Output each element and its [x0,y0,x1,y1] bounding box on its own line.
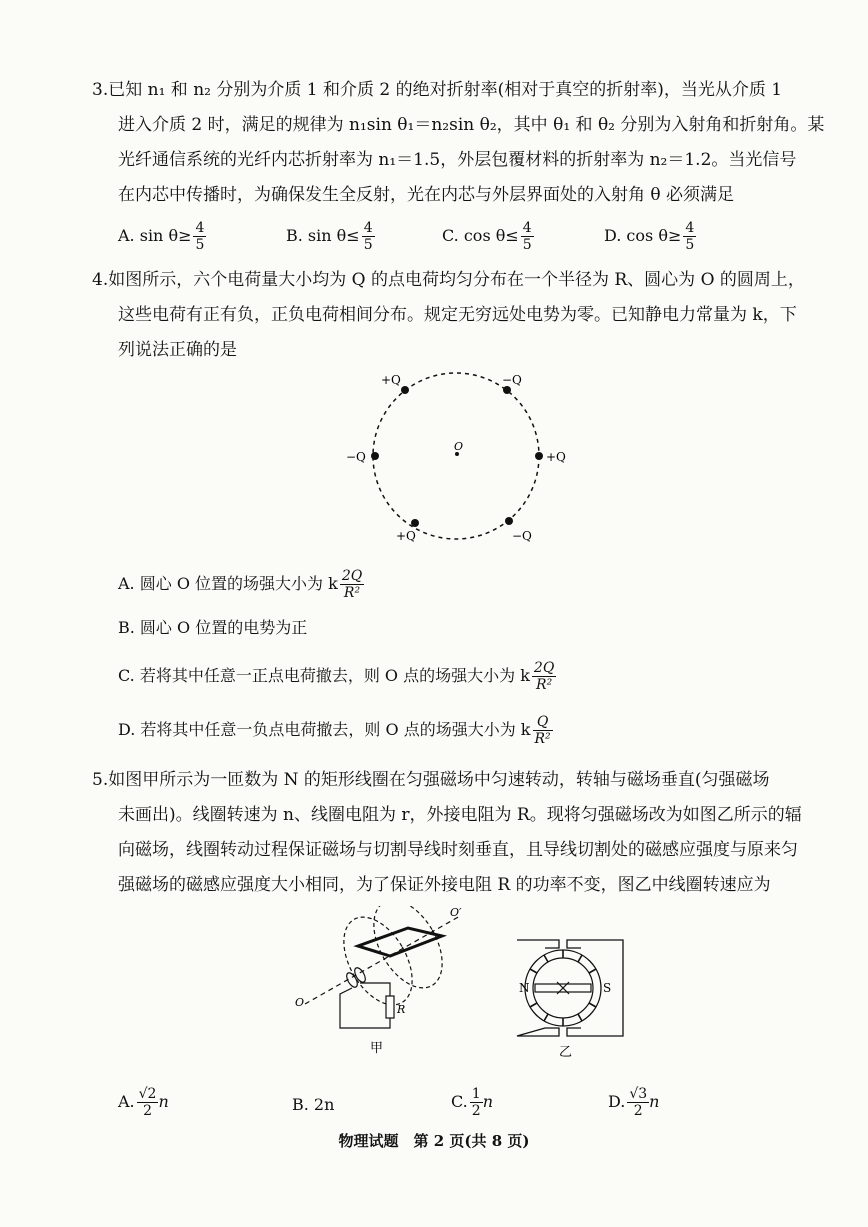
q5-option-c-suffix: n [482,1092,493,1111]
q4-option-d-text: D. 若将其中任意一负点电荷撤去，则 O 点的场强大小为 k [118,720,531,739]
charge-label: +Q [546,450,566,464]
q4-option-c [118,660,556,693]
q5-option-d [608,1086,659,1119]
axis-start-label: O [295,996,305,1009]
q5-option-d-label: D. [608,1092,626,1111]
q3-line-4: 在内芯中传播时，为确保发生全反射，光在内芯与外层界面处的入射角 θ 必须满足 [118,185,735,205]
charge-dot [535,452,543,460]
q4-option-b [118,617,307,639]
figure-yi-label: 乙 [559,1045,573,1060]
q3-option-b-label: B. sin θ≤ [286,226,360,245]
rotation-path-front [330,906,426,1017]
q3-option-c-fraction: $\frac{4}{5}$ [522,220,532,253]
q5-line-1: 5.如图甲所示为一匝数为 N 的矩形线圈在匀强磁场中匀速转动，转轴与磁场垂直(匀强磁场 [92,770,770,790]
rectangular-coil [358,928,442,956]
slip-ring [353,966,368,984]
center-label: O [454,440,464,453]
rotating-coil-figure-jia [290,906,480,1056]
q3-option-d [604,220,696,253]
page-footer: 物理试题 第 2 页(共 8 页) [338,1132,530,1150]
q3-line-3: 光纤通信系统的光纤内芯折射率为 n₁＝1.5，外层包覆材料的折射率为 n₂＝1.2。当光信号 [118,150,797,170]
charge-dot [411,519,419,527]
q5-line-3: 向磁场，线圈转动过程保证磁场与切割导线时刻垂直，且导线切割处的磁感应强度与原来匀 [118,840,798,860]
q4-line-3: 列说法正确的是 [118,340,237,360]
charge-label: −Q [512,529,532,543]
figure-jia-label: 甲 [370,1041,384,1056]
q4-option-b-text: B. 圆心 O 位置的电势为正 [118,618,308,637]
radial-magnetic-field-figure-yi [505,936,635,1061]
q3-line-2: 进入介质 2 时，满足的规律为 n₁sin θ₁＝n₂sin θ₂，其中 θ₁ 和 θ₂ 分别为入射角和折射角。某 [118,115,825,135]
q3-option-b-fraction: $\frac{4}{5}$ [363,220,373,253]
q3-option-d-fraction: $\frac{4}{5}$ [685,220,695,253]
q5-option-d-suffix: n [649,1092,660,1111]
q3-line-1: 3.已知 n₁ 和 n₂ 分别为介质 1 和介质 2 的绝对折射率(相对于真空的折射率)，当光从介质 1 [92,80,783,100]
circuit-wire [340,988,390,1028]
external-resistor [386,996,394,1018]
dashed-circle [373,373,539,539]
charge-label: +Q [381,373,401,387]
q3-option-a [118,220,206,253]
q5-option-c-label: C. [451,1092,468,1111]
q4-option-a-fraction: $\frac{2Q}{\text{R²}}$ [341,568,363,601]
q4-option-c-fraction: $\frac{2Q}{\text{R²}}$ [533,660,555,693]
q5-option-b-label: B. 2n [292,1095,335,1114]
q4-charge-circle-figure [330,368,590,548]
q5-line-2: 未画出)。线圈转速为 n、线圈电阻为 r，外接电阻为 R。现将匀强磁场改为如图乙所示的辐 [118,805,802,825]
charge-label: −Q [346,450,366,464]
q5-option-a-label: A. [118,1092,135,1111]
north-pole-label: N [519,981,530,995]
q3-option-c-label: C. cos θ≤ [442,226,519,245]
charge-dot [371,452,379,460]
q4-option-c-text: C. 若将其中任意一正点电荷撤去，则 O 点的场强大小为 k [118,666,530,685]
q5-option-b [292,1094,334,1116]
q3-option-d-label: D. cos θ≥ [604,226,682,245]
q3-option-a-fraction: $\frac{4}{5}$ [195,220,205,253]
q3-option-b [286,220,375,253]
q5-line-4: 强磁场的磁感应强度大小相同，为了保证外接电阻 R 的功率不变，图乙中线圈转速应为 [118,875,771,895]
rotation-axis [305,916,460,1004]
q3-option-c [442,220,534,253]
charge-label: −Q [502,373,522,387]
circuit-wire [360,983,390,996]
q5-option-a [118,1086,169,1119]
q5-option-a-fraction: $\frac{√2}{2}$ [138,1086,157,1119]
q3-option-a-label: A. sin θ≥ [118,226,192,245]
q5-option-d-fraction: $\frac{√3}{2}$ [629,1086,648,1119]
resistor-label: R [397,1003,406,1016]
q5-option-a-suffix: n [158,1092,169,1111]
q5-option-c-fraction: $\frac{1}{2}$ [471,1086,481,1119]
charge-dot [401,386,409,394]
q4-option-d [118,714,553,747]
q5-option-c [451,1086,493,1119]
south-pole-label: S [603,981,612,995]
charge-dot [505,517,513,525]
axis-end-label: O′ [450,906,462,919]
charge-dot [503,386,511,394]
charge-label: +Q [396,529,416,543]
q4-option-a [118,568,364,601]
q4-option-d-fraction: $\frac{Q}{\text{R²}}$ [534,714,551,747]
q4-line-1: 4.如图所示，六个电荷量大小均为 Q 的点电荷均匀分布在一个半径为 R、圆心为 O 的圆周上， [92,270,805,290]
q4-line-2: 这些电荷有正有负，正负电荷相间分布。规定无穷远处电势为零。已知静电力常量为 k，下 [118,305,797,325]
q4-option-a-text: A. 圆心 O 位置的场强大小为 k [118,574,338,593]
